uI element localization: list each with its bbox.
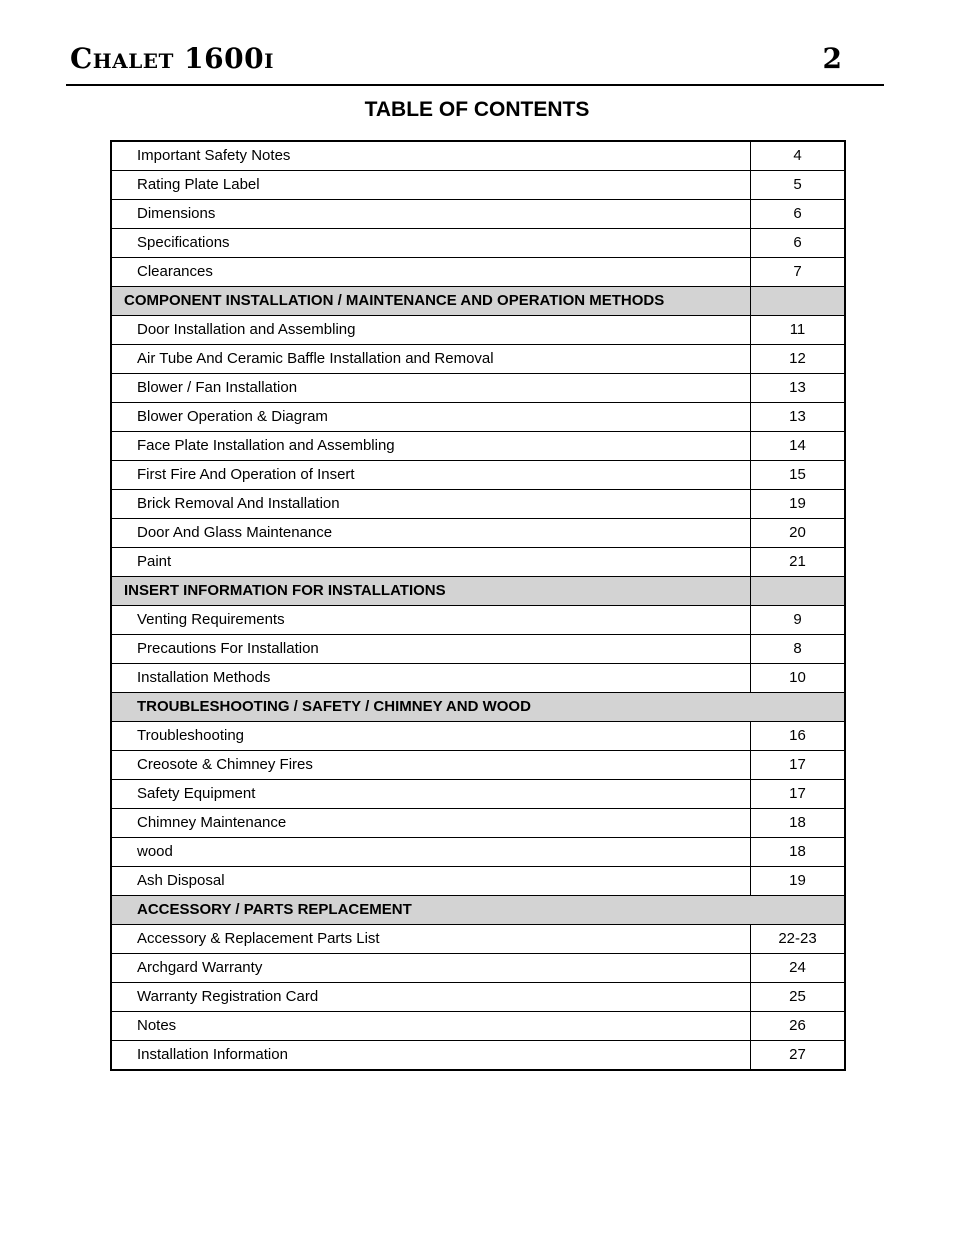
toc-entry-row [111, 403, 845, 432]
toc-entry-label: Air Tube And Ceramic Baffle Installation and Removal [111, 345, 751, 374]
toc-entry-label: Door Installation and Assembling [111, 316, 751, 345]
toc-entry-page: 26 [751, 1012, 846, 1041]
toc-entry-page: 13 [751, 403, 846, 432]
toc-entry-row [111, 751, 845, 780]
toc-entry-label: Brick Removal And Installation [111, 490, 751, 519]
toc-entry-page: 25 [751, 983, 846, 1012]
toc-entry-page: 9 [751, 606, 846, 635]
page-number: 2 [822, 42, 842, 75]
toc-section-label: INSERT INFORMATION FOR INSTALLATIONS [111, 577, 751, 606]
toc-body [111, 141, 845, 1070]
toc-entry-label: Face Plate Installation and Assembling [111, 432, 751, 461]
toc-entry-row [111, 722, 845, 751]
toc-entry-row [111, 606, 845, 635]
toc-entry-row [111, 983, 845, 1012]
toc-entry-page: 21 [751, 548, 846, 577]
toc-entry-page: 19 [751, 490, 846, 519]
toc-entry-row [111, 461, 845, 490]
toc-entry-page: 13 [751, 374, 846, 403]
toc-entry-row [111, 780, 845, 809]
toc-entry-row [111, 954, 845, 983]
toc-entry-page: 24 [751, 954, 846, 983]
toc-entry-label: Blower Operation & Diagram [111, 403, 751, 432]
toc-entry-page: 8 [751, 635, 846, 664]
toc-entry-page: 12 [751, 345, 846, 374]
toc-entry-label: Venting Requirements [111, 606, 751, 635]
toc-entry-label: Door And Glass Maintenance [111, 519, 751, 548]
toc-entry-label: Important Safety Notes [111, 141, 751, 171]
toc-entry-label: Clearances [111, 258, 751, 287]
toc-entry-page: 16 [751, 722, 846, 751]
toc-entry-page: 27 [751, 1041, 846, 1071]
toc-entry-page: 11 [751, 316, 846, 345]
toc-entry-page: 4 [751, 141, 846, 171]
toc-entry-row [111, 345, 845, 374]
toc-entry-label: Ash Disposal [111, 867, 751, 896]
toc-entry-label: Troubleshooting [111, 722, 751, 751]
toc-entry-label: wood [111, 838, 751, 867]
toc-entry-page: 17 [751, 780, 846, 809]
toc-section-label: TROUBLESHOOTING / SAFETY / CHIMNEY AND WOOD [111, 693, 845, 722]
toc-entry-label: Creosote & Chimney Fires [111, 751, 751, 780]
toc-entry-row [111, 432, 845, 461]
toc-entry-label: Chimney Maintenance [111, 809, 751, 838]
toc-entry-row [111, 490, 845, 519]
toc-entry-page: 18 [751, 809, 846, 838]
toc-entry-label: Blower / Fan Installation [111, 374, 751, 403]
toc-entry-row [111, 519, 845, 548]
toc-entry-label: Precautions For Installation [111, 635, 751, 664]
toc-heading: TABLE OF CONTENTS [364, 98, 590, 121]
toc-entry-label: Specifications [111, 229, 751, 258]
toc-entry-row [111, 867, 845, 896]
toc-entry-row [111, 925, 845, 954]
toc-entry-label: First Fire And Operation of Insert [111, 461, 751, 490]
toc-entry-row [111, 141, 845, 171]
toc-section-row [111, 693, 845, 722]
toc-entry-page: 18 [751, 838, 846, 867]
toc-entry-row [111, 374, 845, 403]
toc-entry-label: Warranty Registration Card [111, 983, 751, 1012]
page-header [66, 40, 884, 86]
toc-entry-page: 14 [751, 432, 846, 461]
toc-entry-label: Accessory & Replacement Parts List [111, 925, 751, 954]
toc-entry-page: 22-23 [751, 925, 846, 954]
toc-entry-label: Dimensions [111, 200, 751, 229]
toc-entry-row [111, 229, 845, 258]
toc-entry-row [111, 1012, 845, 1041]
toc-entry-page: 5 [751, 171, 846, 200]
toc-section-row [111, 896, 845, 925]
toc-table [110, 140, 846, 1071]
toc-entry-label: Archgard Warranty [111, 954, 751, 983]
toc-entry-page: 20 [751, 519, 846, 548]
toc-entry-page: 6 [751, 229, 846, 258]
toc-entry-label: Rating Plate Label [111, 171, 751, 200]
toc-entry-row [111, 664, 845, 693]
toc-entry-label: Notes [111, 1012, 751, 1041]
toc-section-label: COMPONENT INSTALLATION / MAINTENANCE AND OPERATION METHODS [111, 287, 751, 316]
toc-entry-page: 15 [751, 461, 846, 490]
toc-section-page [751, 577, 846, 606]
toc-entry-label: Installation Methods [111, 664, 751, 693]
toc-entry-row [111, 838, 845, 867]
toc-section-row [111, 577, 845, 606]
toc-entry-page: 6 [751, 200, 846, 229]
toc-entry-page: 10 [751, 664, 846, 693]
toc-section-row [111, 287, 845, 316]
toc-entry-row [111, 1041, 845, 1071]
toc-entry-label: Safety Equipment [111, 780, 751, 809]
toc-entry-row [111, 171, 845, 200]
toc-entry-row [111, 200, 845, 229]
toc-entry-label: Paint [111, 548, 751, 577]
toc-entry-row [111, 635, 845, 664]
toc-entry-row [111, 316, 845, 345]
toc-entry-row [111, 258, 845, 287]
toc-section-label: ACCESSORY / PARTS REPLACEMENT [111, 896, 845, 925]
toc-section-page [751, 287, 846, 316]
toc-entry-page: 17 [751, 751, 846, 780]
toc-entry-row [111, 809, 845, 838]
toc-entry-page: 19 [751, 867, 846, 896]
toc-entry-page: 7 [751, 258, 846, 287]
document-title: Chalet 1600i [70, 42, 274, 75]
toc-entry-row [111, 548, 845, 577]
toc-entry-label: Installation Information [111, 1041, 751, 1071]
